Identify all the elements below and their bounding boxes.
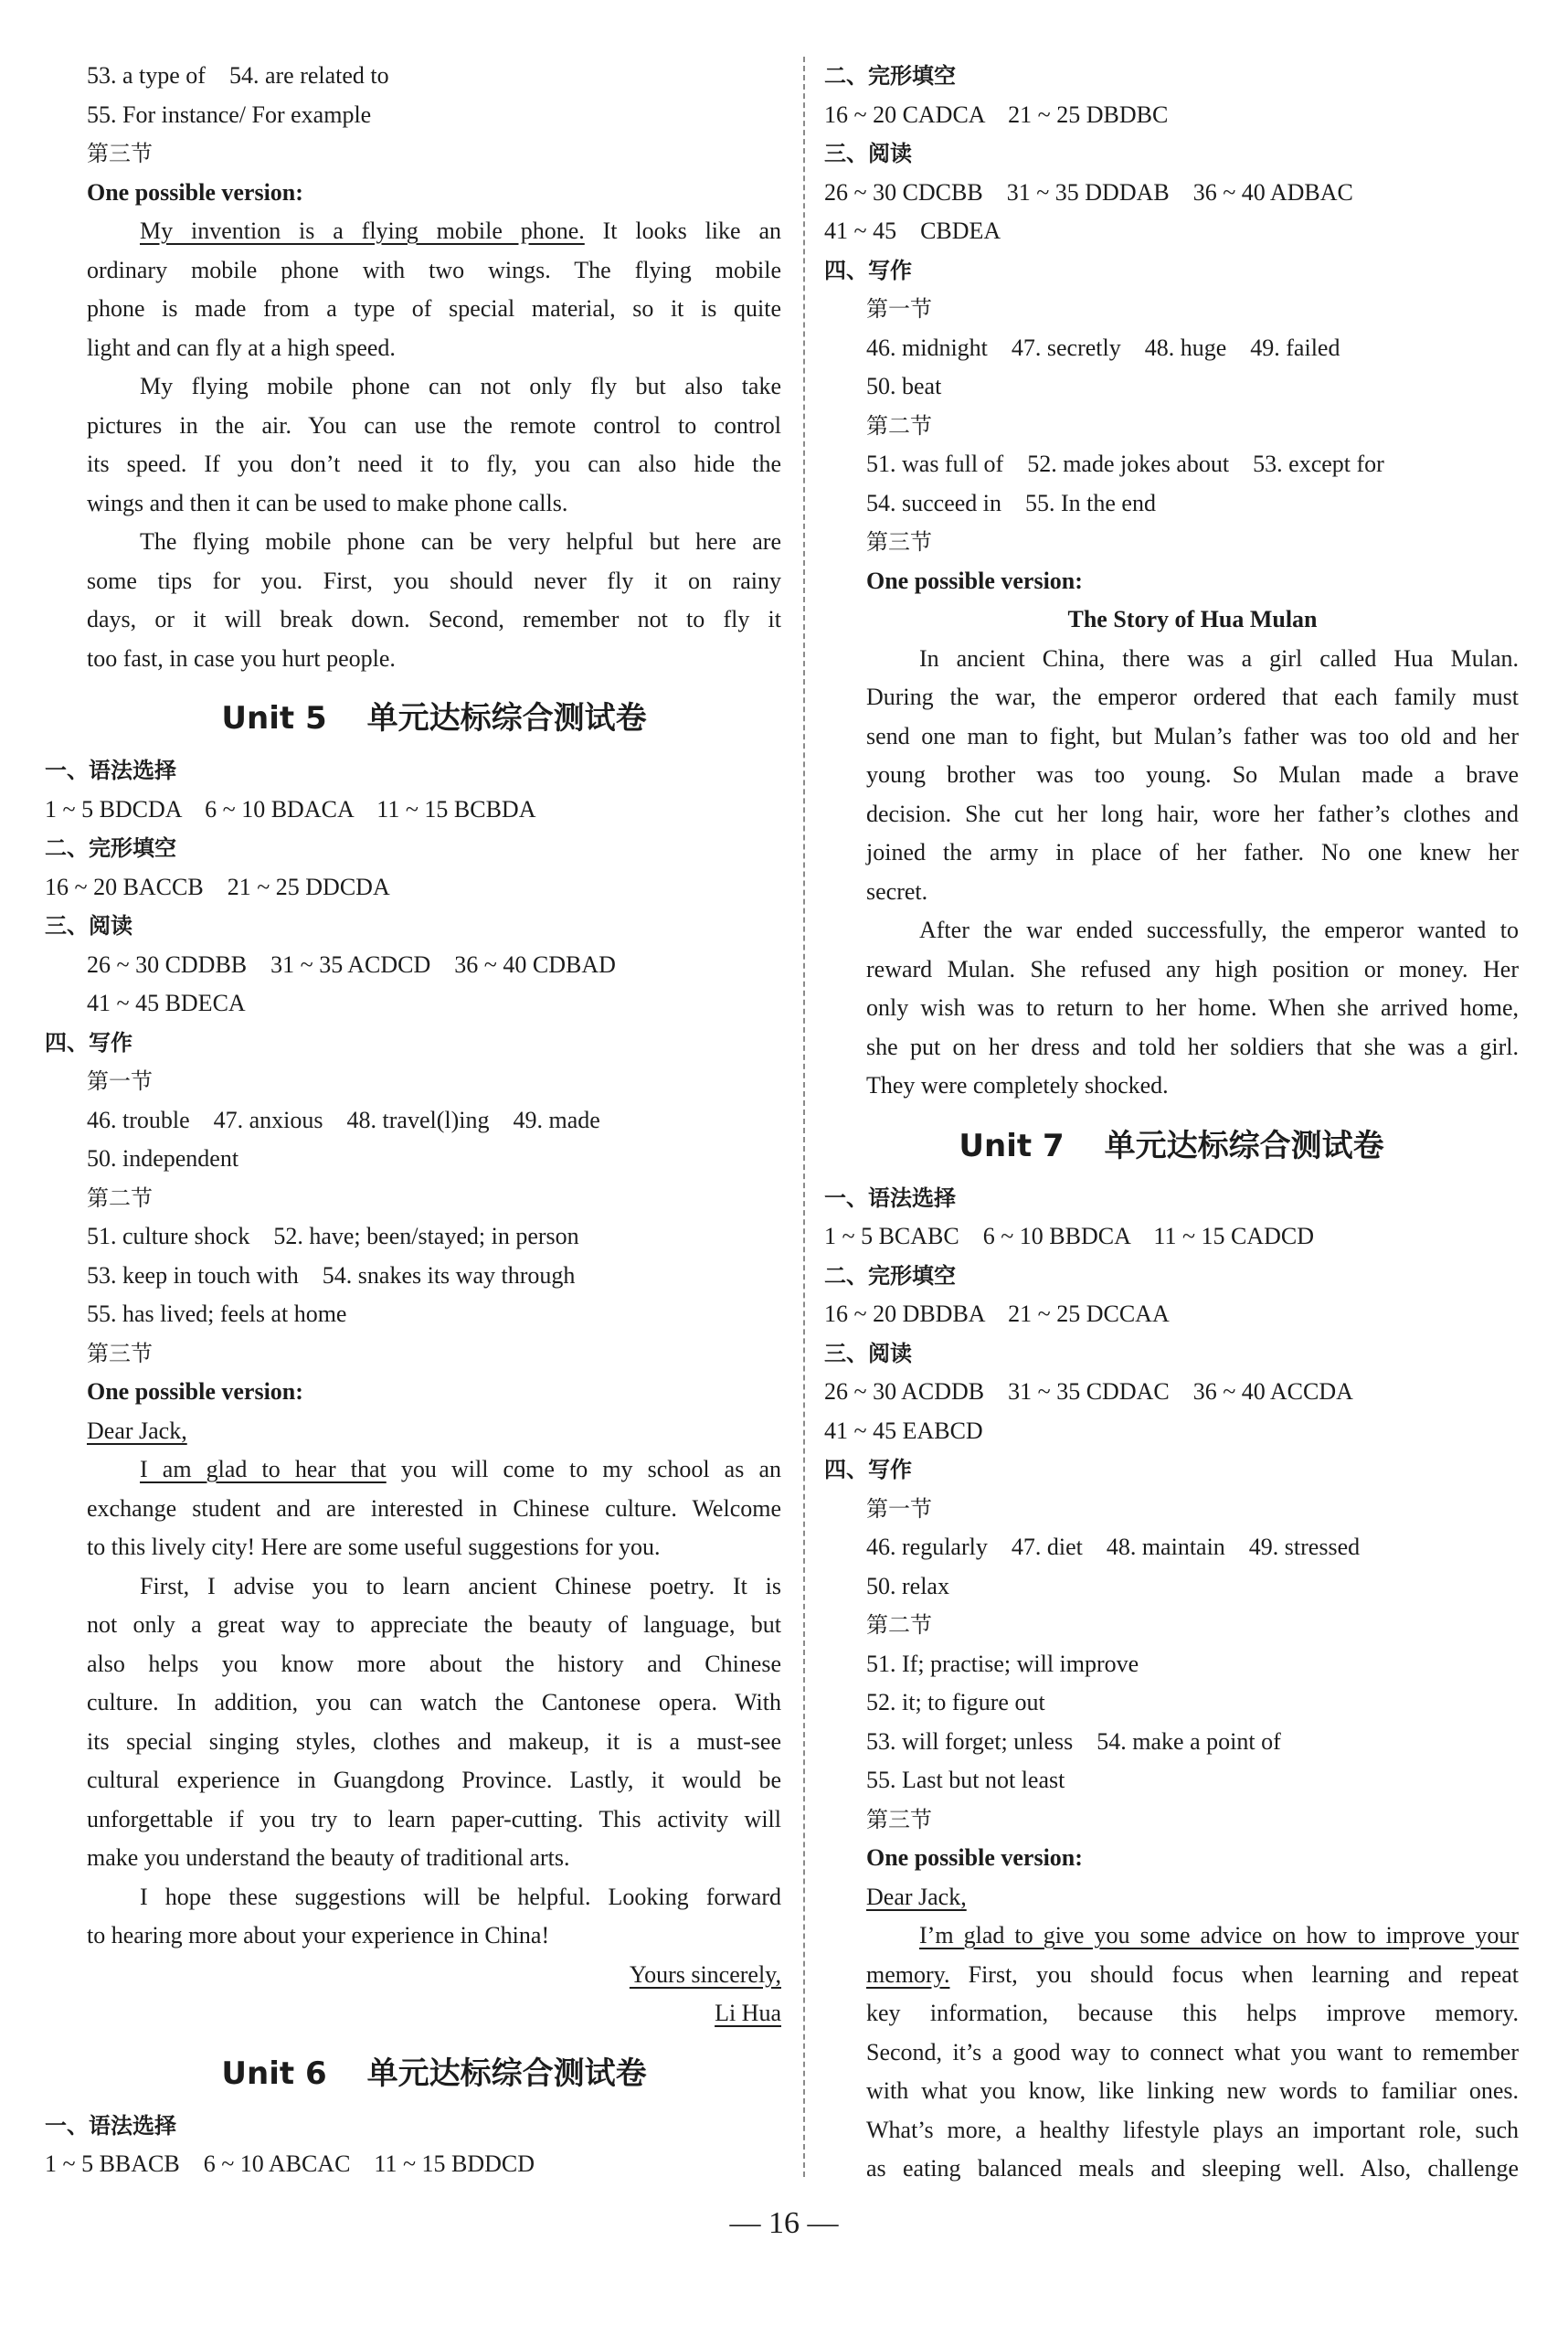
story-line: After the war ended successfully, the emperor wanted to <box>919 917 1519 943</box>
essay-underlined: My invention is a flying mobile phone. <box>140 218 585 244</box>
letter-greeting: Dear Jack, <box>866 1883 967 1910</box>
answer-line: 54. succeed in 55. In the end <box>866 489 1156 516</box>
answer-line: 50. beat <box>866 373 942 399</box>
letter-line: to this lively city! Here are some useful suggestions for you. <box>87 1534 661 1560</box>
essay-line: The flying mobile phone can be very helpful but here are <box>140 528 781 555</box>
letter-line: make you understand the beauty of traditional arts. <box>87 1844 570 1871</box>
part-label: 第一节 <box>87 1068 153 1094</box>
unit7-writing-block <box>866 1490 1519 2189</box>
answer-line: 50. relax <box>866 1572 949 1599</box>
letter-line: as eating balanced meals and sleeping well. Also, challenge <box>866 2155 1519 2182</box>
answer-line: 53. a type of 54. are related to <box>87 62 389 89</box>
part-label: 第三节 <box>87 1340 153 1366</box>
part-label: 第二节 <box>866 1612 932 1638</box>
version-label: One possible version: <box>866 1844 1083 1871</box>
answer-line: 55. has lived; feels at home <box>87 1301 347 1327</box>
part-label: 第二节 <box>866 412 932 439</box>
section-heading: 三、阅读 <box>824 141 912 166</box>
essay-line: phone is made from a type of special material, so it is quite <box>87 295 781 322</box>
story-line: In ancient China, there was a girl called Hua Mulan. <box>919 644 1519 672</box>
unit5-answers <box>45 751 781 1062</box>
letter-line: What’s more, a healthy lifestyle plays an important role, such <box>866 2116 1519 2143</box>
essay-line: wings and then it can be used to make phone calls. <box>87 489 568 516</box>
section-heading: 二、完形填空 <box>45 835 176 861</box>
letter-line: I am glad to hear that you will come to my school as an <box>140 1456 781 1482</box>
part-label: 第二节 <box>87 1184 153 1211</box>
story-line: secret. <box>866 877 928 905</box>
unit6-answers <box>45 2107 781 2184</box>
page-number: — 16 — <box>729 2206 839 2240</box>
unit-heading: Unit 6 单元达标综合测试卷 <box>221 2055 647 2092</box>
story-line: decision. She cut her long hair, wore her father’s clothes and <box>866 800 1519 827</box>
letter-line: memory. First, you should focus when learning and repeat <box>866 1960 1519 1988</box>
answer-line: 53. keep in touch with 54. snakes its way through <box>87 1261 576 1289</box>
story-line: she put on her dress and told her soldiers that she was a girl. <box>866 1033 1519 1060</box>
right-writing-block <box>866 290 1519 1106</box>
essay-line: its speed. If you don’t need it to fly, you can also hide the <box>87 451 781 477</box>
essay-line: light and can fly at a high speed. <box>87 334 396 361</box>
section-heading: 四、写作 <box>824 1457 912 1482</box>
essay-line: ordinary mobile phone with two wings. The flying mobile <box>87 256 781 283</box>
letter-line: culture. In addition, you can watch the Cantonese opera. With <box>87 1689 781 1715</box>
answer-line: 41 ~ 45 BDECA <box>87 990 246 1016</box>
essay-line: My flying mobile phone can not only fly but also take <box>140 373 781 399</box>
story-line: young brother was too young. So Mulan made a brave <box>866 761 1519 788</box>
section-heading: 四、写作 <box>45 1029 132 1056</box>
answer-line: 16 ~ 20 BACCB 21 ~ 25 DDCDA <box>45 873 390 900</box>
story-line: only wish was to return to her home. When she arrived home, <box>866 994 1519 1021</box>
letter-line: key information, because this helps improve memory. <box>866 2000 1519 2026</box>
right-column <box>824 57 1519 2189</box>
story-line: They were completely shocked. <box>866 1072 1169 1099</box>
letter-line: also helps you know more about the history and Chinese <box>87 1650 781 1677</box>
section-heading: 一、语法选择 <box>824 1184 956 1211</box>
letter-underlined: I am glad to hear that <box>140 1456 387 1482</box>
letter-line: to hearing more about your experience in China! <box>87 1922 550 1948</box>
letter-line: exchange student and are interested in Chinese culture. Welcome <box>87 1494 781 1522</box>
letter-line: unforgettable if you try to learn paper-cutting. This activity will <box>87 1805 781 1832</box>
version-label: One possible version: <box>866 567 1083 594</box>
part-label: 第三节 <box>87 141 153 166</box>
essay-line: days, or it will break down. Second, remember not to fly it <box>87 606 781 632</box>
answer-line: 53. will forget; unless 54. make a point of <box>866 1727 1281 1755</box>
answer-line: 16 ~ 20 DBDBA 21 ~ 25 DCCAA <box>824 1301 1170 1327</box>
letter-line: First, I advise you to learn ancient Chinese poetry. It is <box>140 1572 781 1599</box>
answer-line: 55. For instance/ For example <box>87 101 372 128</box>
version-label: One possible version: <box>87 1378 303 1405</box>
essay-line: too fast, in case you hurt people. <box>87 644 396 672</box>
unit-heading: Unit 5 单元达标综合测试卷 <box>221 700 647 737</box>
answer-line: 16 ~ 20 CADCA 21 ~ 25 DBDBC <box>824 101 1169 128</box>
section-heading: 二、完形填空 <box>824 1262 956 1289</box>
part-label: 第一节 <box>866 296 932 322</box>
answer-line: 1 ~ 5 BCABC 6 ~ 10 BBDCA 11 ~ 15 CADCD <box>824 1223 1315 1249</box>
letter-line: not only a great way to appreciate the beauty of language, but <box>87 1611 781 1638</box>
answer-line: 46. midnight 47. secretly 48. huge 49. failed <box>866 334 1340 361</box>
answer-line: 1 ~ 5 BDCDA 6 ~ 10 BDACA 11 ~ 15 BCBDA <box>45 795 536 823</box>
left-column <box>45 57 781 2184</box>
answer-line: 55. Last but not least <box>866 1767 1065 1793</box>
section-heading: 三、阅读 <box>824 1340 912 1366</box>
letter-underlined: memory. <box>866 1960 950 1988</box>
answer-line: 51. was full of 52. made jokes about 53. except for <box>866 451 1384 477</box>
part-label: 第一节 <box>866 1495 932 1522</box>
letter-line: Second, it’s a good way to connect what you want to remember <box>866 2038 1519 2065</box>
section-heading: 一、语法选择 <box>45 2112 176 2139</box>
answer-line: 46. trouble 47. anxious 48. travel(l)ing 49. made <box>87 1106 600 1133</box>
essay-line: My invention is a flying mobile phone. It looks like an <box>140 218 781 244</box>
letter-line <box>866 1917 1519 1956</box>
version-label: One possible version: <box>87 178 303 206</box>
essay-line: some tips for you. First, you should never fly it on rainy <box>87 567 781 594</box>
part-label: 第三节 <box>866 529 932 555</box>
answer-line: 51. culture shock 52. have; been/stayed; in person <box>87 1223 579 1249</box>
story-line: reward Mulan. She refused any high position or money. Her <box>866 955 1519 982</box>
story-title: The Story of Hua Mulan <box>1067 606 1318 632</box>
letter-line: I hope these suggestions will be helpful. Looking forward <box>140 1883 781 1910</box>
answer-line: 26 ~ 30 ACDDB 31 ~ 35 CDDAC 36 ~ 40 ACCDA <box>824 1378 1353 1405</box>
letter-line: cultural experience in Guangdong Province. Lastly, it would be <box>87 1767 781 1793</box>
letter-line: with what you know, like linking new words to familiar ones. <box>866 2077 1519 2104</box>
answer-line: 1 ~ 5 BBACB 6 ~ 10 ABCAC 11 ~ 15 BDDCD <box>45 2150 535 2177</box>
story-line: send one man to fight, but Mulan’s father was too old and her <box>866 722 1519 749</box>
story-line: joined the army in place of her father. No one knew her <box>866 839 1519 865</box>
letter-underlined: I’m glad to give you some advice on how to improve your <box>919 1922 1519 1948</box>
answer-line: 26 ~ 30 CDDBB 31 ~ 35 ACDCD 36 ~ 40 CDBAD <box>87 950 616 978</box>
answer-line: 41 ~ 45 EABCD <box>824 1417 983 1444</box>
column-divider <box>803 57 805 2177</box>
section-heading: 四、写作 <box>824 257 912 283</box>
answer-line: 26 ~ 30 CDCBB 31 ~ 35 DDDAB 36 ~ 40 ADBAC <box>824 178 1353 206</box>
section-heading: 二、完形填空 <box>824 63 956 89</box>
answer-line: 46. regularly 47. diet 48. maintain 49. stressed <box>866 1534 1361 1560</box>
unit-heading: Unit 7 单元达标综合测试卷 <box>959 1127 1384 1164</box>
letter-signature: Li Hua <box>715 2000 781 2026</box>
answer-line: 41 ~ 45 CBDEA <box>824 218 1001 244</box>
letter-closing: Yours sincerely, <box>629 1960 781 1988</box>
answer-line: 51. If; practise; will improve <box>866 1650 1139 1677</box>
section-heading: 三、阅读 <box>45 913 132 939</box>
answer-line: 50. independent <box>87 1145 239 1172</box>
story-line: During the war, the emperor ordered that each family must <box>866 684 1519 710</box>
section-heading: 一、语法选择 <box>45 758 176 783</box>
part-label: 第三节 <box>866 1806 932 1832</box>
letter-greeting: Dear Jack, <box>87 1417 187 1444</box>
letter-line: its special singing styles, clothes and makeup, it is a must-see <box>87 1727 781 1755</box>
answer-line: 52. it; to figure out <box>866 1689 1045 1715</box>
essay-line: pictures in the air. You can use the remote control to control <box>87 411 781 439</box>
